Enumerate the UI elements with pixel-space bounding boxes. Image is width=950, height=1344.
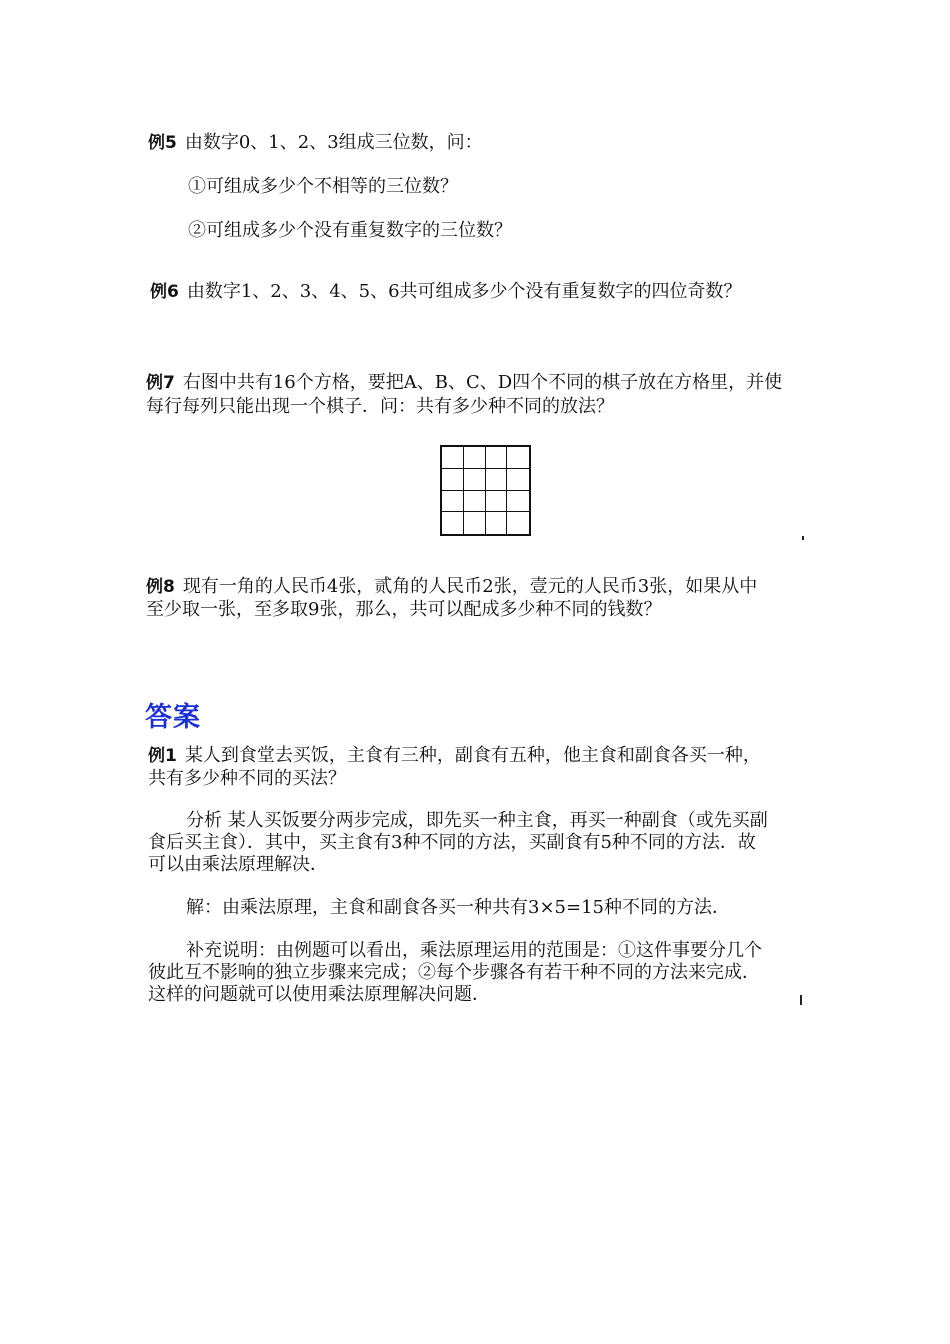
example-8-line-1: [146, 576, 757, 598]
answer-example-1-line-2: 共有多少种不同的买法？: [148, 768, 346, 789]
grid-cell: [507, 469, 529, 491]
example-5-stem: [148, 132, 483, 154]
analysis-line-2: 食后买主食）．其中，买主食有3种不同的方法，买副食有5种不同的方法．故: [148, 832, 756, 853]
grid-cell: [507, 447, 529, 469]
example-7-line-2: 每行每列只能出现一个棋子．问：共有多少种不同的放法？: [146, 396, 614, 417]
answer-example-1-text: 某人到食堂去买饭，主食有三种，副食有五种，他主食和副食各买一种，: [184, 745, 761, 766]
example-6-label: 例6: [150, 282, 179, 302]
example-5-label: 例5: [148, 133, 177, 153]
example-6-stem: [150, 281, 742, 303]
note-line-1: 补充说明：由例题可以看出，乘法原理运用的范围是：①这件事要分几个: [186, 940, 762, 961]
analysis-line-3: 可以由乘法原理解决．: [148, 854, 328, 875]
grid-cell: [464, 512, 486, 534]
example-8-line-2: 至少取一张，至多取9张，那么，共可以配成多少种不同的钱数？: [146, 599, 662, 620]
example-6-text: 由数字1、2、3、4、5、6共可组成多少个没有重复数字的四位奇数？: [186, 281, 742, 302]
grid-cell: [442, 512, 464, 534]
note-line-3: 这样的问题就可以使用乘法原理解决问题．: [148, 984, 490, 1005]
example-8-label: 例8: [146, 577, 175, 597]
grid-cell: [486, 512, 508, 534]
example-7-label: 例7: [146, 373, 175, 393]
grid-cell: [507, 491, 529, 513]
example-5-question-1: ①可组成多少个不相等的三位数？: [188, 176, 458, 197]
answer-example-1-label: 例1: [148, 746, 177, 766]
four-by-four-grid: [440, 445, 531, 536]
note-line-2: 彼此互不影响的独立步骤来完成；②每个步骤各有若干种不同的方法来完成．: [148, 962, 760, 983]
grid-cell: [507, 512, 529, 534]
example-8-text: 现有一角的人民币4张，贰角的人民币2张，壹元的人民币3张，如果从中: [182, 576, 758, 597]
grid-cell: [486, 447, 508, 469]
grid-cell: [464, 491, 486, 513]
analysis-line-1: 分析 某人买饭要分两步完成，即先买一种主食，再买一种副食（或先买副: [186, 810, 768, 831]
answers-heading: 答案: [145, 702, 201, 733]
solution-line: 解：由乘法原理，主食和副食各买一种共有3×5=15种不同的方法．: [186, 897, 730, 918]
example-5-question-2: ②可组成多少个没有重复数字的三位数？: [188, 220, 512, 241]
grid-cell: [442, 447, 464, 469]
margin-mark: [802, 536, 804, 540]
grid-cell: [486, 491, 508, 513]
example-5-text: 由数字0、1、2、3组成三位数，问：: [184, 132, 483, 153]
grid-cell: [464, 447, 486, 469]
example-7-text: 右图中共有16个方格，要把A、B、C、D四个不同的棋子放在方格里，并使: [182, 372, 783, 393]
example-7-line-1: [146, 372, 782, 394]
margin-mark: [800, 995, 802, 1005]
grid-cell: [464, 469, 486, 491]
answer-example-1-line-1: [148, 745, 761, 767]
grid-cell: [486, 469, 508, 491]
grid-cell: [442, 491, 464, 513]
grid-cell: [442, 469, 464, 491]
